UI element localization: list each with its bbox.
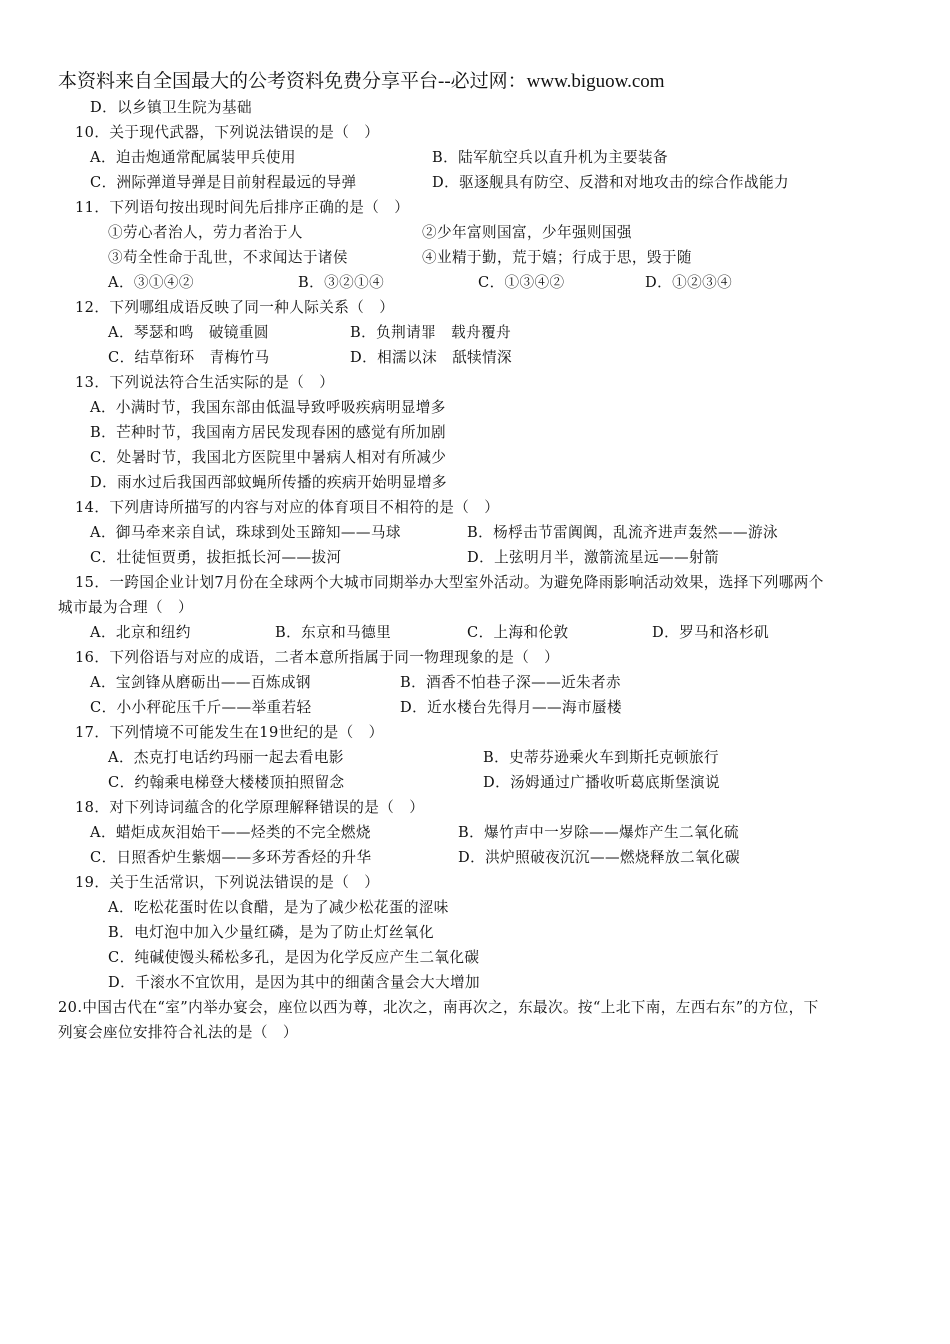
text-line: 15．一跨国企业计划7月份在全球两个大城市同期举办大型室外活动。为避免降雨影响活动效果，选择下列哪两个: [75, 574, 824, 591]
text-line: A．蜡炬成灰泪始干——烃类的不完全燃烧: [90, 824, 371, 841]
text-line: C．洲际弹道导弹是目前射程最远的导弹: [90, 174, 357, 191]
text-line: 13．下列说法符合生活实际的是（ ）: [75, 374, 335, 391]
text-line: B．杨桴击节雷阗阗，乱流齐进声轰然——游泳: [467, 524, 779, 541]
text-line: 11．下列语句按出现时间先后排序正确的是（ ）: [75, 199, 410, 216]
text-line: A．③①④②: [108, 274, 194, 291]
text-line: ②少年富则国富，少年强则国强: [422, 224, 632, 241]
text-line: B．陆军航空兵以直升机为主要装备: [432, 149, 669, 166]
text-line: D．雨水过后我国西部蚊蝇所传播的疾病开始明显增多: [90, 474, 447, 491]
text-line: 列宴会座位安排符合礼法的是（ ）: [58, 1024, 298, 1041]
text-line: B．东京和马德里: [275, 624, 392, 641]
text-line: 城市最为合理（ ）: [58, 599, 193, 616]
text-line: B．负荆请罪 载舟覆舟: [350, 324, 512, 341]
text-line: C．约翰乘电梯登大楼楼顶拍照留念: [108, 774, 345, 791]
text-line: D．相濡以沫 舐犊情深: [350, 349, 513, 366]
text-line: A．小满时节，我国东部由低温导致呼吸疾病明显增多: [90, 399, 446, 416]
text-line: D．洪炉照破夜沉沉——燃烧释放二氧化碳: [458, 849, 740, 866]
text-line: A．吃松花蛋时佐以食醋，是为了减少松花蛋的涩味: [108, 899, 449, 916]
text-line: ④业精于勤，荒于嬉；行成于思，毁于随: [422, 249, 692, 266]
text-line: B．史蒂芬逊乘火车到斯托克顿旅行: [483, 749, 720, 766]
text-line: B．酒香不怕巷子深——近朱者赤: [400, 674, 622, 691]
text-line: 20.中国古代在“室”内举办宴会，座位以西为尊，北次之，南再次之，东最次。按“上北下南，左西右东”的方位，下: [58, 999, 819, 1016]
text-line: C．纯碱使馒头稀松多孔，是因为化学反应产生二氧化碳: [108, 949, 480, 966]
text-line: B．爆竹声中一岁除——爆炸产生二氧化硫: [458, 824, 740, 841]
text-line: D．近水楼台先得月——海市蜃楼: [400, 699, 623, 716]
text-line: D．以乡镇卫生院为基础: [90, 99, 253, 116]
text-line: 10．关于现代武器，下列说法错误的是（ ）: [75, 124, 380, 141]
text-line: C．小小秤砣压千斤——举重若轻: [90, 699, 312, 716]
text-line: A．杰克打电话约玛丽一起去看电影: [108, 749, 344, 766]
text-line: A．琴瑟和鸣 破镜重圆: [108, 324, 269, 341]
text-line: ③苟全性命于乱世，不求闻达于诸侯: [108, 249, 348, 266]
text-line: D．①②③④: [645, 274, 733, 291]
text-line: A．御马牵来亲自试，珠球到处玉蹄知——马球: [90, 524, 401, 541]
text-line: C．①③④②: [478, 274, 565, 291]
text-line: A．迫击炮通常配属装甲兵使用: [90, 149, 296, 166]
text-line: D．罗马和洛杉矶: [652, 624, 770, 641]
text-line: C．日照香炉生紫烟——多环芳香烃的升华: [90, 849, 372, 866]
text-line: D．千滚水不宜饮用，是因为其中的细菌含量会大大增加: [108, 974, 480, 991]
text-line: D．上弦明月半，激箭流星远——射箭: [467, 549, 720, 566]
text-line: D．汤姆通过广播收听葛底斯堡演说: [483, 774, 721, 791]
text-line: 12．下列哪组成语反映了同一种人际关系（ ）: [75, 299, 395, 316]
text-line: B．芒种时节，我国南方居民发现春困的感觉有所加剧: [90, 424, 446, 441]
text-line: C．处暑时节，我国北方医院里中暑病人相对有所减少: [90, 449, 447, 466]
text-line: D．驱逐舰具有防空、反潜和对地攻击的综合作战能力: [432, 174, 789, 191]
text-line: C．上海和伦敦: [467, 624, 569, 641]
text-line: 17．下列情境不可能发生在19世纪的是（ ）: [75, 724, 384, 741]
text-line: A．北京和纽约: [90, 624, 191, 641]
text-line: ①劳心者治人，劳力者治于人: [108, 224, 303, 241]
text-line: B．③②①④: [298, 274, 385, 291]
text-line: 18．对下列诗词蕴含的化学原理解释错误的是（ ）: [75, 799, 425, 816]
text-line: B．电灯泡中加入少量红磷，是为了防止灯丝氧化: [108, 924, 434, 941]
text-line: 19．关于生活常识，下列说法错误的是（ ）: [75, 874, 380, 891]
text-line: C．结草衔环 青梅竹马: [108, 349, 270, 366]
text-line: C．壮徒恒贾勇，拔拒抵长河——拔河: [90, 549, 342, 566]
text-line: 16．下列俗语与对应的成语，二者本意所指属于同一物理现象的是（ ）: [75, 649, 560, 666]
page-header: 本资料来自全国最大的公考资料免费分享平台--必过网：www.biguow.com: [58, 71, 665, 92]
text-line: 14．下列唐诗所描写的内容与对应的体育项目不相符的是（ ）: [75, 499, 500, 516]
text-line: A．宝剑锋从磨砺出——百炼成钢: [90, 674, 311, 691]
